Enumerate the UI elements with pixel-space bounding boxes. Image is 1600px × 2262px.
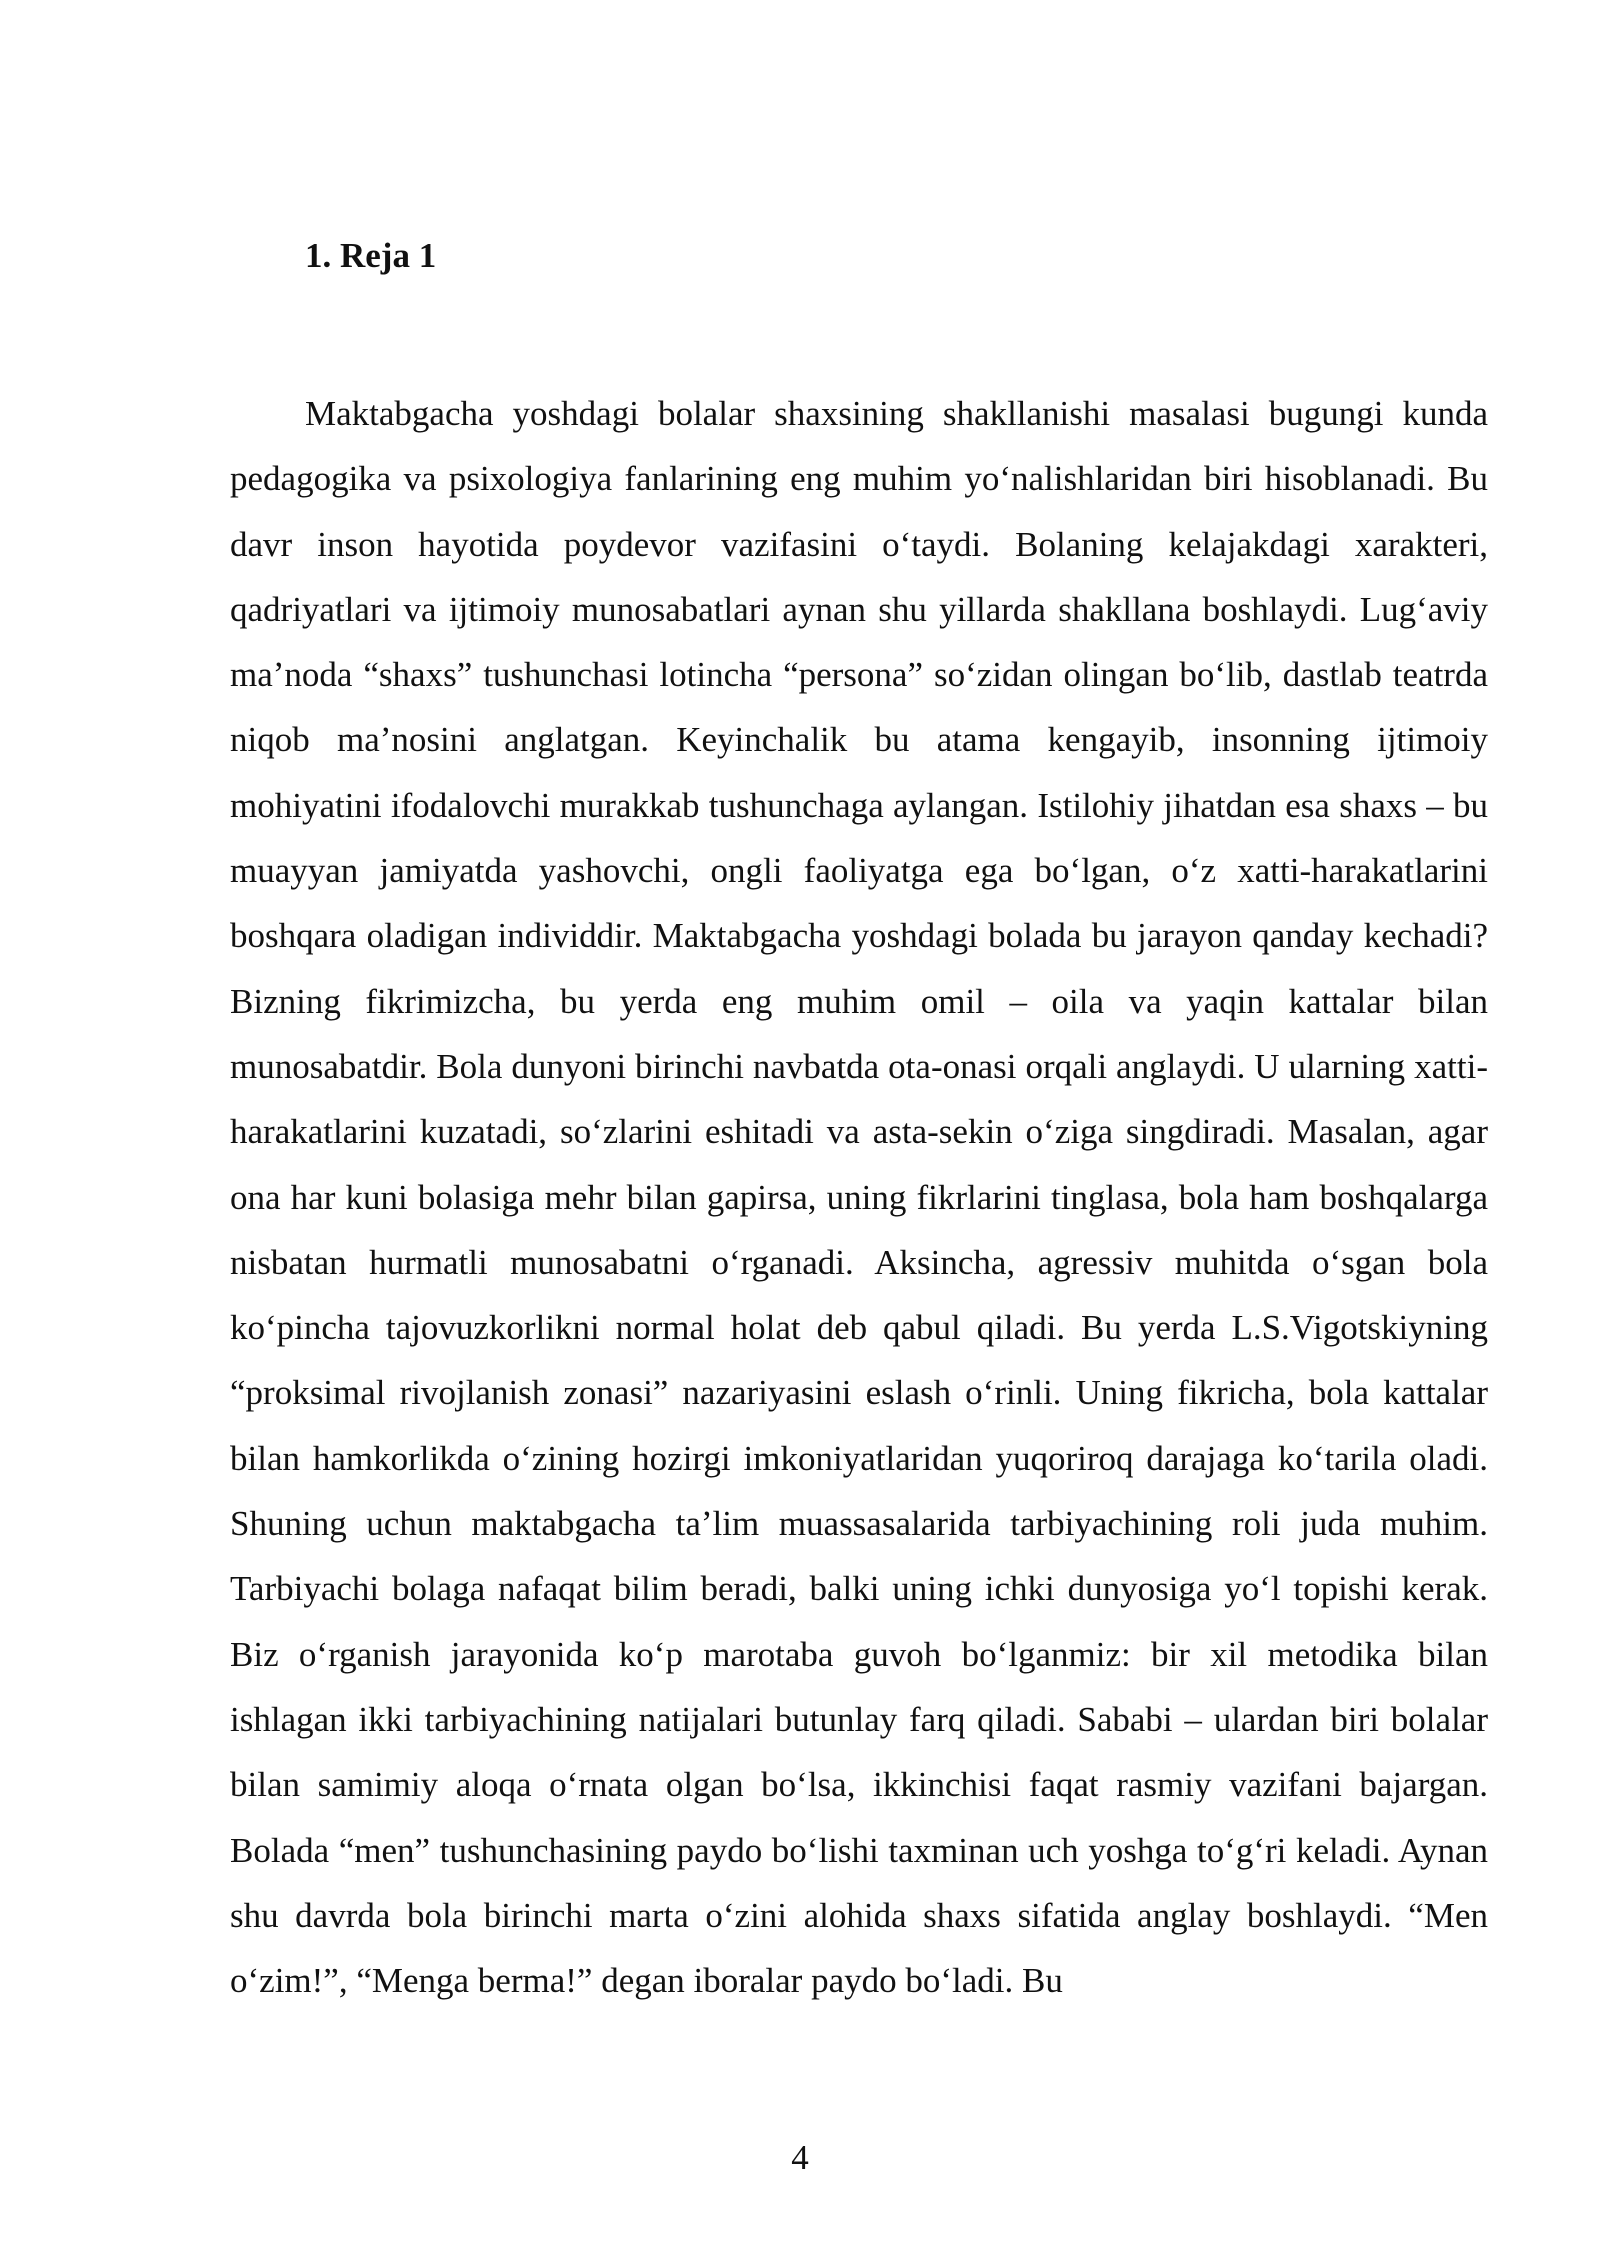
section-heading: 1. Reja 1: [305, 236, 437, 275]
page-number: 4: [791, 2138, 809, 2177]
body-paragraph: Maktabgacha yoshdagi bolalar shaxsining shakllanishi masalasi bugungi kunda pedagogika va psixologiya fanlarining eng muhim yoʻnalishlaridan biri hisoblanadi. Bu davr inson hayotida poydevor vazifasini oʻtaydi. Bolaning kelajakdagi xarakteri, qadriyatlari va ijtimoiy munosabatlari aynan shu yillarda shakllana boshlaydi. Lugʻaviy maʼnoda “shaxs” tushunchasi lotincha “persona” soʻzidan olingan boʻlib, dastlab teatrda niqob maʼnosini anglatgan. Keyinchalik bu atama kengayib, insonning ijtimoiy mohiyatini ifodalovchi murakkab tushunchaga aylangan. Istilohiy jihatdan esa shaxs – bu muayyan jamiyatda yashovchi, ongli faoliyatga ega boʻlgan, oʻz xatti-harakatlarini boshqara oladigan individdir. Maktabgacha yoshdagi bolada bu jarayon qanday kechadi? Bizning fikrimizcha, bu yerda eng muhim omil – oila va yaqin kattalar bilan munosabatdir. Bola dunyoni birinchi navbatda ota-onasi orqali anglaydi. U ularning xatti-harakatlarini kuzatadi, soʻzlarini eshitadi va asta-sekin oʻziga singdiradi. Masalan, agar ona har kuni bolasiga mehr bilan gapirsa, uning fikrlarini tinglasa, bola ham boshqalarga nisbatan hurmatli munosabatni oʻrganadi. Aksincha, agressiv muhitda oʻsgan bola koʻpincha tajovuzkorlikni normal holat deb qabul qiladi. Bu yerda L.S.Vigotskiyning “proksimal rivojlanish zonasi” nazariyasini eslash oʻrinli. Uning fikricha, bola kattalar bilan hamkorlikda oʻzining hozirgi imkoniyatlaridan yuqoriroq darajaga koʻtarila oladi. Shuning uchun maktabgacha taʼlim muassasalarida tarbiyachining roli juda muhim. Tarbiyachi bolaga nafaqat bilim beradi, balki uning ichki dunyosiga yoʻl topishi kerak. Biz oʻrganish jarayonida koʻp marotaba guvoh boʻlganmiz: bir xil metodika bilan ishlagan ikki tarbiyachining natijalari butunlay farq qiladi. Sababi – ulardan biri bolalar bilan samimiy aloqa oʻrnata olgan boʻlsa, ikkinchisi faqat rasmiy vazifani bajargan. Bolada “men” tushunchasining paydo boʻlishi taxminan uch yoshga toʻgʻri keladi. Aynan shu davrda bola birinchi marta oʻzini alohida shaxs sifatida anglay boshlaydi. “Men oʻzim!”, “Menga berma!” degan iboralar paydo boʻladi. Bu: [230, 394, 1488, 2001]
